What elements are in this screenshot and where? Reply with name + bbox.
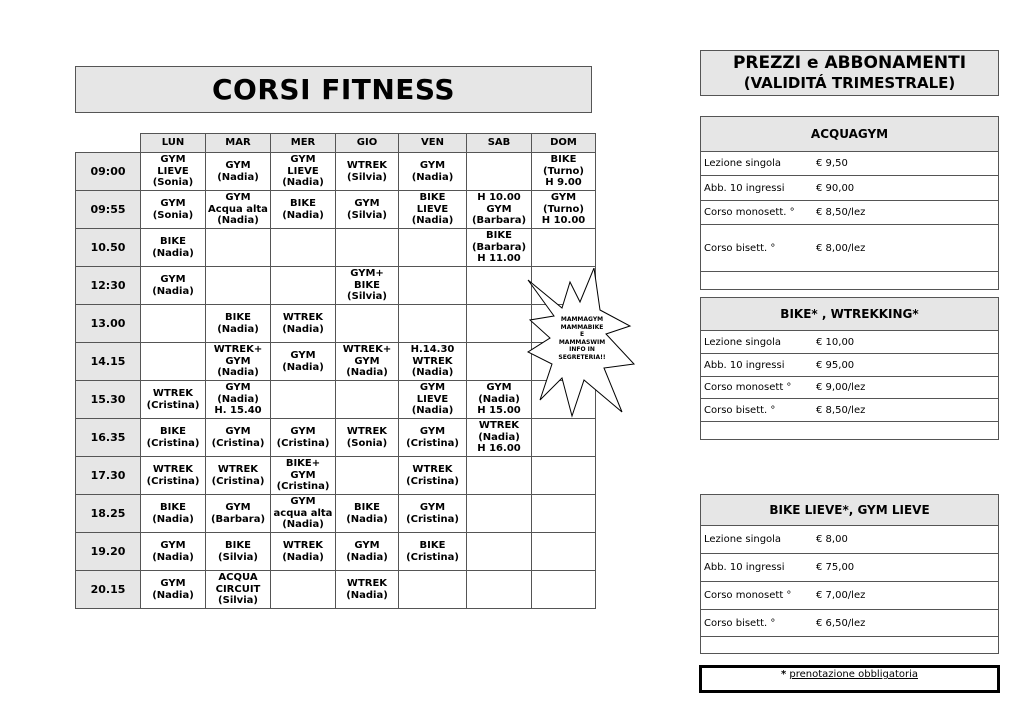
time-slot: 20.15 (76, 571, 141, 609)
class-cell: GYM (Turno) H 10.00 (532, 191, 596, 229)
booking-note (699, 665, 1000, 693)
price-value: € 90,00 (816, 182, 855, 194)
price-section-bike-wtrekking (700, 297, 999, 440)
price-row (701, 152, 998, 176)
price-value: € 9,50 (816, 158, 848, 169)
price-row (701, 377, 998, 399)
time-slot: 10.50 (76, 229, 141, 267)
time-slot: 19.20 (76, 533, 141, 571)
class-cell: GYM (Nadia) (206, 153, 271, 191)
price-value: € 75,00 (816, 562, 855, 573)
class-cell (271, 571, 336, 609)
class-cell (467, 571, 532, 609)
class-cell: WTREK (Nadia) H 16.00 (467, 419, 532, 457)
time-slot: 13.00 (76, 305, 141, 343)
schedule-row (76, 533, 596, 571)
class-cell: BIKE (Barbara) H 11.00 (467, 229, 532, 267)
price-label: Corso monosett ° (704, 382, 792, 393)
price-value: € 8,00/lez (816, 242, 866, 254)
class-cell: ACQUA CIRCUIT (Silvia) (206, 571, 271, 609)
prices-validity: (VALIDITÁ TRIMESTRALE) (743, 74, 956, 92)
price-value: € 7,00/lez (816, 590, 866, 601)
class-cell: WTREK (Nadia) (271, 305, 336, 343)
class-cell: BIKE (Nadia) (271, 191, 336, 229)
day-header-mer: MER (271, 134, 336, 153)
class-cell (336, 381, 399, 419)
class-cell: GYM (Nadia) (336, 533, 399, 571)
class-cell: BIKE (Silvia) (206, 533, 271, 571)
schedule-row (76, 267, 596, 305)
class-cell (532, 571, 596, 609)
price-value: € 8,00 (816, 534, 848, 545)
schedule-row (76, 343, 596, 381)
schedule-header-row (76, 134, 596, 153)
class-cell (271, 267, 336, 305)
schedule-row (76, 419, 596, 457)
class-cell: BIKE (Cristina) (399, 533, 467, 571)
class-cell (467, 343, 532, 381)
class-cell: GYM (Nadia) (399, 153, 467, 191)
price-row (701, 610, 998, 637)
class-cell: GYM LIEVE (Nadia) (271, 153, 336, 191)
class-cell: BIKE (Nadia) (336, 495, 399, 533)
class-cell: BIKE (Nadia) (141, 229, 206, 267)
class-cell: H 10.00 GYM (Barbara) (467, 191, 532, 229)
class-cell: BIKE (Nadia) (141, 495, 206, 533)
prices-header (700, 50, 999, 96)
price-section-bike-lieve-gym-lieve (700, 494, 999, 654)
price-row (701, 225, 998, 272)
class-cell (467, 305, 532, 343)
price-row-empty (701, 637, 998, 653)
class-cell: WTREK+ GYM (Nadia) (206, 343, 271, 381)
price-label: Corso monosett. ° (704, 207, 795, 218)
time-slot: 09:00 (76, 153, 141, 191)
schedule-row (76, 229, 596, 267)
class-cell (141, 343, 206, 381)
class-cell: GYM (Barbara) (206, 495, 271, 533)
page-title (75, 66, 592, 113)
class-cell (467, 533, 532, 571)
class-cell: BIKE (Turno) H 9.00 (532, 153, 596, 191)
class-cell (399, 229, 467, 267)
class-cell (467, 495, 532, 533)
price-label: Lezione singola (704, 158, 782, 169)
class-cell: GYM (Cristina) (271, 419, 336, 457)
class-cell: H.14.30 WTREK (Nadia) (399, 343, 467, 381)
class-cell: WTREK (Cristina) (399, 457, 467, 495)
price-section-title: BIKE* , WTREKKING* (701, 298, 998, 331)
class-cell: BIKE LIEVE (Nadia) (399, 191, 467, 229)
class-cell: WTREK (Cristina) (141, 457, 206, 495)
class-cell: GYM (Nadia) (141, 533, 206, 571)
price-value: € 8,50/lez (816, 207, 866, 218)
price-row (701, 176, 998, 201)
day-header-lun: LUN (141, 134, 206, 153)
price-label: Corso bisett. ° (704, 404, 776, 416)
class-cell: GYM (Cristina) (206, 419, 271, 457)
price-row-empty (701, 272, 998, 289)
time-slot: 12:30 (76, 267, 141, 305)
schedule-table (75, 133, 596, 609)
schedule-row (76, 305, 596, 343)
class-cell (532, 495, 596, 533)
class-cell (532, 457, 596, 495)
price-value: € 6,50/lez (816, 617, 866, 629)
class-cell (271, 229, 336, 267)
time-slot: 15.30 (76, 381, 141, 419)
time-slot: 18.25 (76, 495, 141, 533)
booking-note-text: prenotazione obbligatoria (789, 669, 919, 680)
booking-note-star: * (780, 669, 787, 680)
schedule-row (76, 495, 596, 533)
prices-title: PREZZI e ABBONAMENTI (732, 53, 967, 73)
page-title-text: CORSI FITNESS (211, 73, 456, 106)
price-label: Abb. 10 ingressi (704, 182, 785, 194)
class-cell: WTREK (Nadia) (271, 533, 336, 571)
class-cell: GYM LIEVE (Nadia) (399, 381, 467, 419)
price-section-title: ACQUAGYM (701, 117, 998, 152)
price-row (701, 399, 998, 422)
price-row-empty (701, 422, 998, 439)
price-section-acquagym (700, 116, 999, 290)
day-header-sab: SAB (467, 134, 532, 153)
class-cell (399, 571, 467, 609)
price-label: Corso bisett. ° (704, 617, 776, 629)
schedule-row (76, 191, 596, 229)
class-cell: WTREK (Nadia) (336, 571, 399, 609)
class-cell (532, 419, 596, 457)
price-section-title: BIKE LIEVE*, GYM LIEVE (701, 495, 998, 526)
class-cell (206, 229, 271, 267)
class-cell: GYM acqua alta (Nadia) (271, 495, 336, 533)
class-cell: WTREK (Silvia) (336, 153, 399, 191)
class-cell: GYM LIEVE (Sonia) (141, 153, 206, 191)
class-cell (271, 381, 336, 419)
class-cell (206, 267, 271, 305)
class-cell (467, 457, 532, 495)
class-cell: WTREK+ GYM (Nadia) (336, 343, 399, 381)
class-cell: WTREK (Sonia) (336, 419, 399, 457)
class-cell (141, 305, 206, 343)
class-cell: GYM Acqua alta (Nadia) (206, 191, 271, 229)
price-label: Corso monosett ° (704, 590, 792, 601)
class-cell: WTREK (Cristina) (206, 457, 271, 495)
class-cell (532, 229, 596, 267)
class-cell (532, 533, 596, 571)
class-cell: BIKE+ GYM (Cristina) (271, 457, 336, 495)
class-cell: GYM (Sonia) (141, 191, 206, 229)
price-value: € 8,50/lez (816, 404, 866, 416)
class-cell: GYM (Silvia) (336, 191, 399, 229)
time-slot: 16.35 (76, 419, 141, 457)
class-cell: BIKE (Nadia) (206, 305, 271, 343)
class-cell: GYM+ BIKE (Silvia) (336, 267, 399, 305)
day-header-dom: DOM (532, 134, 596, 153)
price-value: € 9,00/lez (816, 382, 866, 393)
price-row (701, 526, 998, 554)
price-row (701, 331, 998, 354)
time-slot: 17.30 (76, 457, 141, 495)
class-cell (399, 267, 467, 305)
price-row (701, 554, 998, 582)
day-header-ven: VEN (399, 134, 467, 153)
day-header-gio: GIO (336, 134, 399, 153)
class-cell: GYM (Cristina) (399, 419, 467, 457)
class-cell: GYM (Nadia) (141, 571, 206, 609)
price-value: € 95,00 (816, 359, 855, 371)
price-row (701, 354, 998, 377)
day-header-mar: MAR (206, 134, 271, 153)
time-slot: 14.15 (76, 343, 141, 381)
price-label: Corso bisett. ° (704, 242, 776, 254)
schedule-row (76, 457, 596, 495)
class-cell (399, 305, 467, 343)
class-cell: GYM (Nadia) H. 15.40 (206, 381, 271, 419)
class-cell (467, 153, 532, 191)
schedule-body (76, 153, 596, 609)
class-cell: GYM (Nadia) (141, 267, 206, 305)
time-slot: 09:55 (76, 191, 141, 229)
price-label: Lezione singola (704, 336, 782, 348)
class-cell: GYM (Cristina) (399, 495, 467, 533)
price-row (701, 201, 998, 225)
starburst-text: MAMMAGYM MAMMABIKE E MAMMASWIM INFO IN SEGRETERIA!! (558, 316, 606, 361)
class-cell: BIKE (Cristina) (141, 419, 206, 457)
class-cell (336, 229, 399, 267)
schedule-row (76, 381, 596, 419)
price-label: Abb. 10 ingressi (704, 562, 785, 573)
class-cell: GYM (Nadia) (271, 343, 336, 381)
price-label: Abb. 10 ingressi (704, 359, 785, 371)
schedule-row (76, 153, 596, 191)
class-cell (336, 305, 399, 343)
class-cell (467, 267, 532, 305)
price-label: Lezione singola (704, 534, 782, 545)
schedule-row (76, 571, 596, 609)
header-corner (76, 134, 141, 153)
class-cell (336, 457, 399, 495)
price-value: € 10,00 (816, 336, 855, 348)
class-cell: GYM (Nadia) H 15.00 (467, 381, 532, 419)
price-row (701, 582, 998, 610)
class-cell: WTREK (Cristina) (141, 381, 206, 419)
